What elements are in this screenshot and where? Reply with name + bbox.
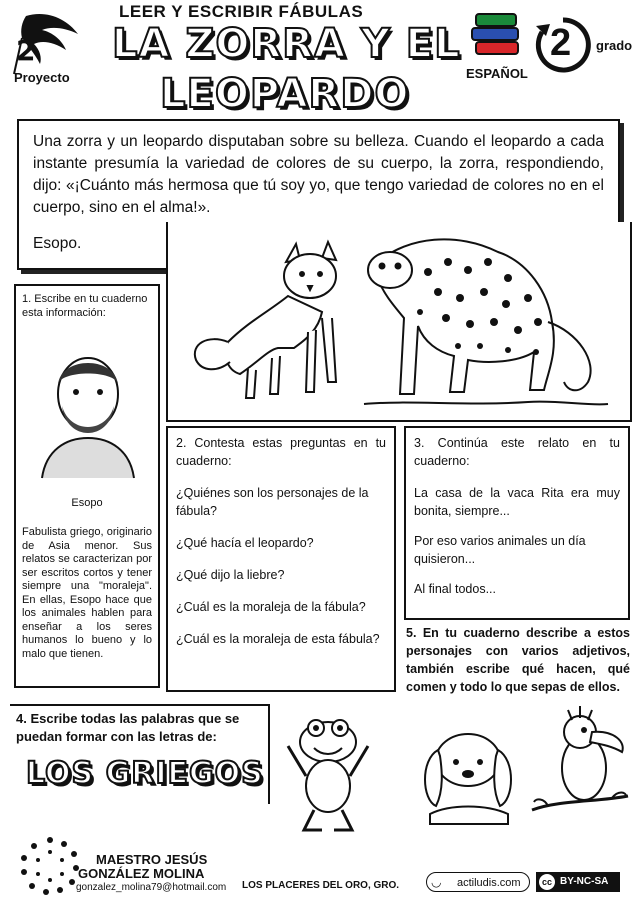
activity2-question-3: ¿Qué dijo la liebre? <box>176 568 285 582</box>
author-name-line1: MAESTRO JESÚS <box>96 852 208 867</box>
grade-number: 2 <box>550 22 572 64</box>
aesop-bio: Fabulista griego, originario de Asia menor. Sus relatos se caracterizan por ser escritos cortos y tener siempre una "moraleja". En ellas, Esopo hace que los animales hablen para enseñar a los seres humanos lo bueno y lo malo que tienen. <box>22 526 152 660</box>
grade-badge <box>532 14 594 76</box>
activity2-question-2: ¿Qué hacía el leopardo? <box>176 536 314 550</box>
frog-drawing <box>282 706 374 836</box>
license-label: BY-NC-SA <box>560 876 609 887</box>
dotted-circle-logo-icon <box>18 834 82 898</box>
subject-label: ESPAÑOL <box>466 66 528 81</box>
toucan-drawing <box>528 702 632 832</box>
aesop-caption: Esopo <box>71 497 103 509</box>
aesop-portrait <box>22 342 154 480</box>
story-author: Esopo. <box>33 235 82 252</box>
activity2-question-5: ¿Cuál es la moraleja de esta fábula? <box>176 632 380 646</box>
activity3-prompt-2: Por eso varios animales un día quisieron... <box>414 534 586 566</box>
activity2-question-1: ¿Quiénes son los personajes de la fábula? <box>176 486 369 518</box>
story-text: Una zorra y un leopardo disputaban sobre su belleza. Cuando el leopardo a cada instante presumía la variedad de colores de su cuerpo, la zorra, respondiendo, dijo: «¡Cuánto más hermosa que tú soy yo, que tengo variedad de colores no en el cuerpo, sino en el alma!». <box>33 133 604 216</box>
series-title: LEER Y ESCRIBIR FÁBULAS <box>119 2 364 21</box>
puppy-drawing <box>410 720 526 830</box>
activity2-box <box>166 426 396 692</box>
activity5-instruction: 5. En tu cuaderno describe a estos personajes con varios adjetivos, también escribe qué hacen, qué comen y todo lo que sepas de ellos. <box>406 626 630 694</box>
author-name-line2: GONZÁLEZ MOLINA <box>78 866 205 881</box>
fox-and-leopard-illustration <box>168 222 630 418</box>
smile-icon: ◡ <box>431 875 442 889</box>
project-label: Proyecto <box>14 70 70 85</box>
site-badge <box>426 872 530 892</box>
site-label[interactable]: actiludis.com <box>457 877 521 889</box>
activity3-instruction: 3. Continúa este relato en tu cuaderno: <box>414 436 620 468</box>
school-location: LOS PLACERES DEL ORO, GRO. <box>242 880 400 891</box>
activity3-box <box>404 426 630 620</box>
animals-illustration-box <box>166 222 632 422</box>
cc-license-badge <box>536 872 620 892</box>
activity4-instruction: 4. Escribe todas las palabras que se puedan formar con las letras de: <box>16 711 240 744</box>
activity4-box <box>10 704 270 804</box>
author-email: gonzalez_molina79@hotmail.com <box>76 882 227 893</box>
grade-label: grado <box>596 38 633 53</box>
books-icon <box>468 10 524 64</box>
fox-drawing <box>195 242 336 398</box>
activity1-instruction: 1. Escribe en tu cuaderno esta información: <box>22 293 148 319</box>
page-title-line2: LEOPARDO <box>160 71 410 117</box>
project-badge <box>6 4 94 90</box>
activity4-word: LOS GRIEGOS <box>26 756 264 791</box>
page-title-line1: LA ZORRA Y EL <box>112 21 461 67</box>
activity1-box <box>14 284 160 688</box>
activity2-question-4: ¿Cuál es la moraleja de la fábula? <box>176 600 366 614</box>
activity3-prompt-3: Al final todos... <box>414 582 496 596</box>
activity3-prompt-1: La casa de la vaca Rita era muy bonita, siempre... <box>414 486 620 518</box>
activity2-instruction: 2. Contesta estas preguntas en tu cuaderno: <box>176 436 386 468</box>
project-number: 2 <box>16 34 36 67</box>
leopard-drawing <box>368 239 591 394</box>
activity5-text-block <box>406 624 630 696</box>
cc-icon: cc <box>539 874 555 890</box>
